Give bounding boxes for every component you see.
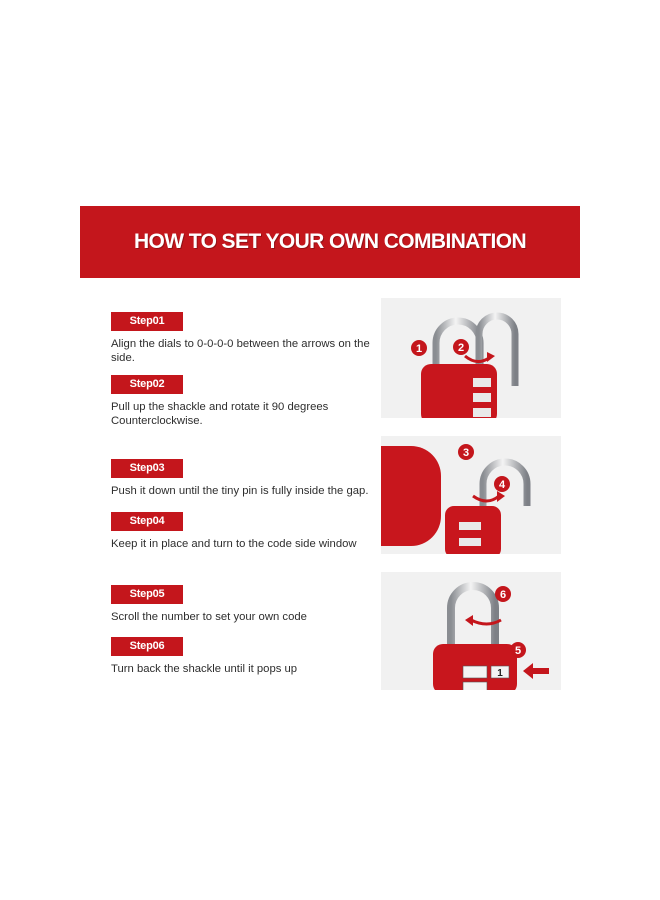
- step-1-badge: Step01: [111, 312, 183, 331]
- step-3: [111, 458, 373, 498]
- illustration-steps-1-2: [381, 298, 561, 418]
- step-6: [111, 636, 373, 676]
- step-1-text: Align the dials to 0-0-0-0 between the arrows on the side.: [111, 338, 370, 364]
- lock-body-icon: [433, 644, 517, 690]
- marker-1-label: 1: [415, 343, 423, 355]
- lock-body-icon: [421, 364, 497, 418]
- step-2-text: Pull up the shackle and rotate it 90 degrees Counterclockwise.: [111, 401, 329, 427]
- marker-2-icon: [453, 339, 469, 355]
- step-5-badge: Step05: [111, 585, 183, 604]
- step-4-badge: Step04: [111, 512, 183, 531]
- step-4: [111, 511, 373, 551]
- step-3-text: Push it down until the tiny pin is fully inside the gap.: [111, 485, 369, 497]
- marker-1-icon: [411, 340, 427, 356]
- marker-5-icon: [510, 642, 526, 658]
- marker-3-icon: [458, 444, 474, 460]
- step-5: [111, 584, 373, 624]
- illustration-steps-5-6: [381, 572, 561, 690]
- marker-6-icon: [495, 586, 511, 602]
- rotate-arrow-icon: [473, 491, 505, 502]
- step-2-badge: Step02: [111, 375, 183, 394]
- title-banner: [80, 206, 580, 278]
- marker-3-label: 3: [462, 447, 470, 459]
- marker-4-label: 4: [498, 479, 506, 491]
- step-3-badge: Step03: [111, 459, 183, 478]
- illustration-steps-3-4: [381, 436, 561, 554]
- marker-4-icon: [494, 476, 510, 492]
- marker-2-label: 2: [457, 342, 465, 354]
- step-6-text: Turn back the shackle until it pops up: [111, 663, 298, 675]
- page-title: HOW TO SET YOUR OWN COMBINATION: [133, 230, 527, 253]
- lock-closeup-icon: [381, 436, 441, 546]
- step-6-badge: Step06: [111, 637, 183, 656]
- lock-body-icon: [445, 506, 501, 554]
- step-5-text: Scroll the number to set your own code: [111, 611, 307, 623]
- step-4-text: Keep it in place and turn to the code side window: [111, 538, 357, 550]
- marker-5-label: 5: [514, 645, 522, 657]
- marker-6-label: 6: [499, 589, 507, 601]
- step-2: [111, 374, 373, 428]
- push-arrow-icon: [523, 663, 549, 679]
- step-1: [111, 311, 373, 365]
- code-digit: 1: [497, 668, 503, 679]
